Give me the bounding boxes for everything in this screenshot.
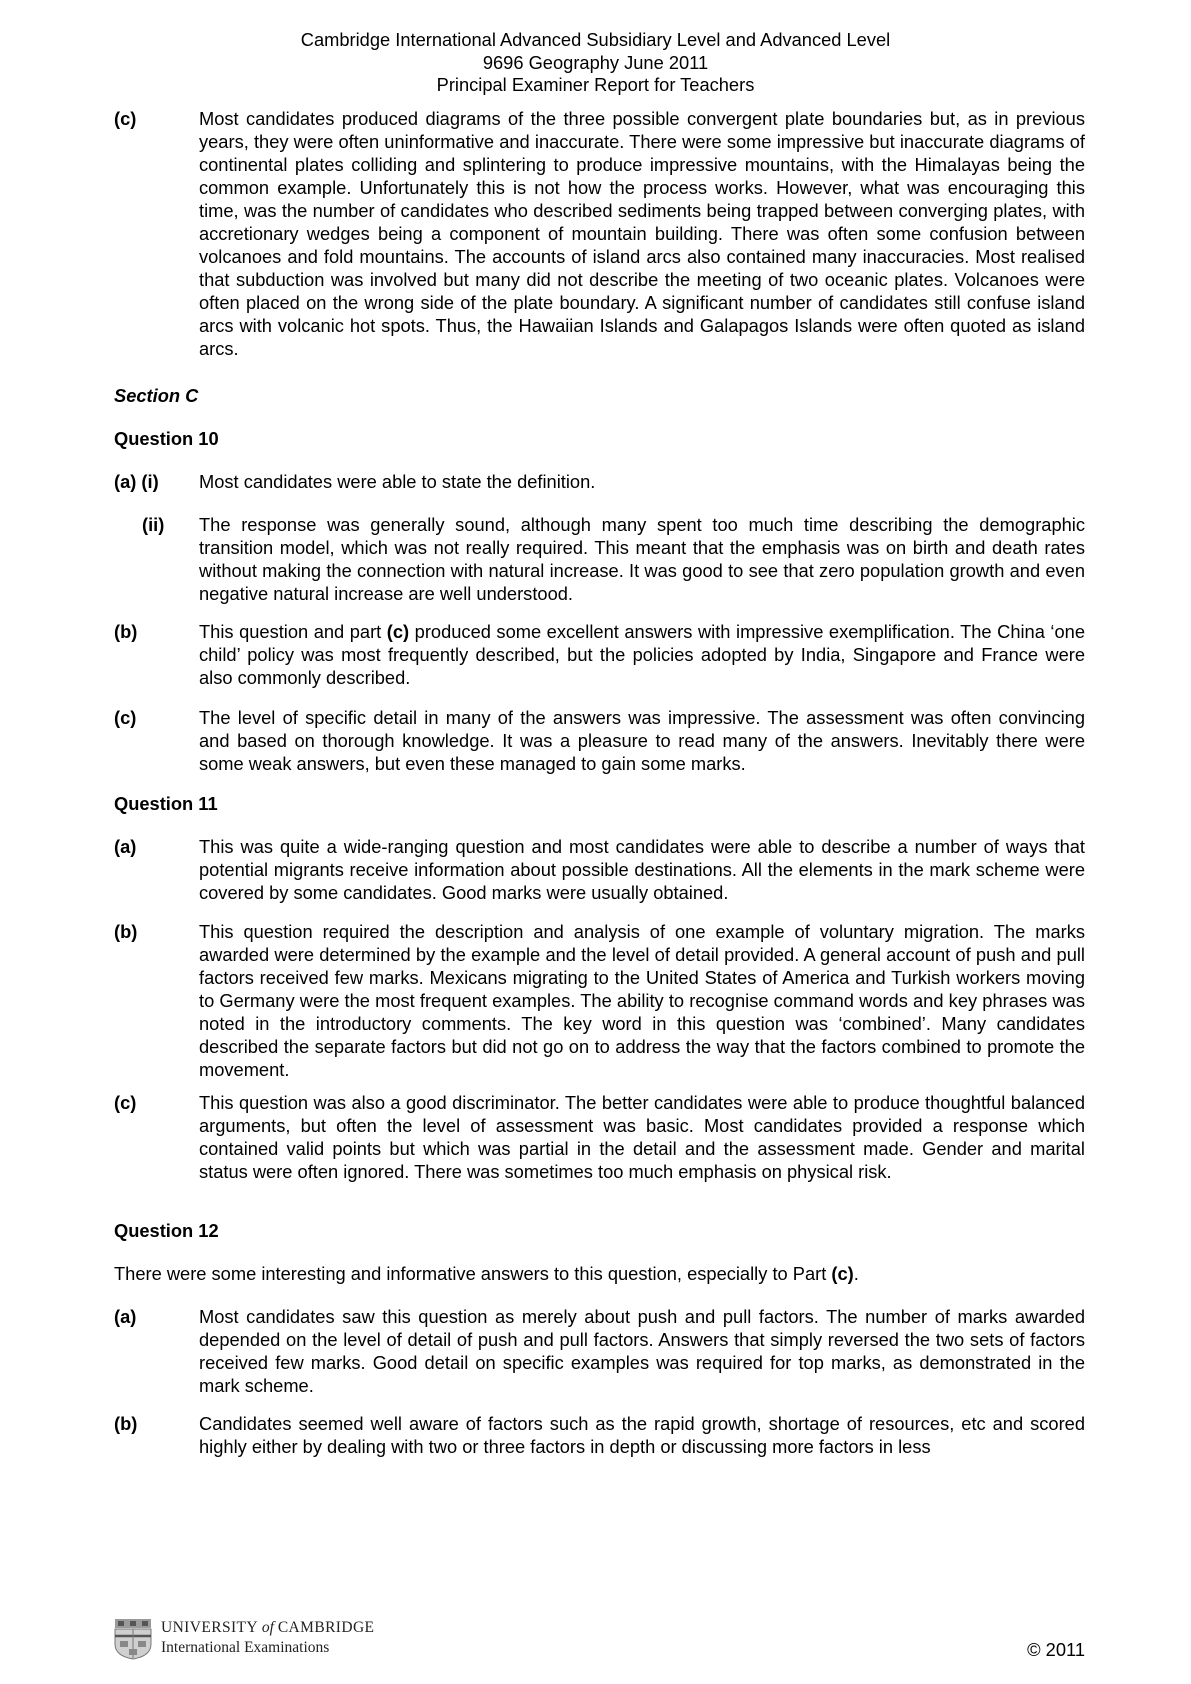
item-text: This was quite a wide-ranging question and most candidates were able to describe a number of ways that potential migrants receive information about possible destinations. All the elements in the mark scheme were covered by some candidates. Good marks were usually obtained. [199, 836, 1085, 903]
question-11-heading: Question 11 [114, 793, 218, 814]
item-text: This question was also a good discriminator. The better candidates were able to produce thoughtful balanced arguments, but often the level of assessment was basic. Most candidates provided a response which contained valid points but which was partial in the detail and the assessment made. Gender and marital status were often ignored. There was sometimes too much emphasis on physical risk. [199, 1092, 1085, 1182]
q12-a [114, 1305, 1085, 1397]
question-10-heading: Question 10 [114, 428, 219, 449]
item-label: (b) [114, 1413, 138, 1434]
university-logo [114, 1618, 394, 1660]
item-label: (c) [114, 1092, 137, 1113]
header-line-2: 9696 Geography June 2011 [482, 51, 709, 73]
q10-a-i [114, 470, 1085, 493]
q10-c [114, 706, 1085, 775]
item-label: (a) [114, 836, 137, 857]
paragraph-intro-c [114, 107, 1085, 360]
item-label: (c) [114, 108, 137, 129]
section-heading: Section C [114, 385, 199, 406]
item-label: (c) [114, 707, 137, 728]
item-text: This question and part (c) produced some excellent answers with impressive exemplification. The China ‘one child’ policy was most frequently described, but the policies adopted by India, Singapore and France were also commonly described. [199, 621, 1085, 688]
item-text: Most candidates saw this question as merely about push and pull factors. The number of marks awarded depended on the level of detail of push and pull factors. Answers that simply reversed the two sets of factors received few marks. Good detail on specific examples was required for top marks, as demonstrated in the mark scheme. [199, 1306, 1085, 1396]
page-header [0, 29, 1191, 97]
item-text: Most candidates were able to state the definition. [199, 471, 596, 492]
q11-b [114, 920, 1085, 1081]
item-text: Candidates seemed well aware of factors such as the rapid growth, shortage of resources, etc and scored highly either by dealing with two or three factors in depth or discussing more factors in less [199, 1413, 1085, 1457]
item-text: This question required the description and analysis of one example of voluntary migration. The marks awarded were determined by the example and the level of detail provided. A general account of push and pull factors received few marks. Mexicans migrating to the United States of America and Turkish workers moving to Germany were the most frequent examples. The ability to recognise command words and key phrases was noted in the introductory comments. The key word in this question was ‘combined’. Many candidates described the separate factors but did not go on to address the way that the factors combined to promote the movement. [199, 921, 1085, 1080]
q10-b [114, 620, 1085, 689]
item-label: (ii) [142, 514, 165, 535]
header-line-1: Cambridge International Advanced Subsidiary Level and Advanced Level [300, 29, 891, 50]
question-12-heading: Question 12 [114, 1220, 219, 1241]
q12-b [114, 1412, 1085, 1458]
item-text: The response was generally sound, although many spent too much time describing the demographic transition model, which was not really required. This meant that the emphasis was on birth and death rates without making the connection with natural increase. It was good to see that zero population growth and even negative natural increase are well understood. [199, 514, 1085, 604]
item-text: Most candidates produced diagrams of the three possible convergent plate boundaries but, as in previous years, they were often uninformative and inaccurate. There were some impressive but inaccurate diagrams of continental plates colliding and splintering to produce impressive mountains, with the Himalayas being the common example. Unfortunately this is not how the process works. However, what was encouraging this time, was the number of candidates who described sediments being trapped between converging plates, with accretionary wedges being a component of mountain building. There was often some confusion between volcanoes and fold mountains. The accounts of island arcs also contained many inaccuracies. Most realised that subduction was involved but many did not describe the meeting of two oceanic plates. Volcanoes were often placed on the wrong side of the plate boundary. A significant number of candidates still confuse island arcs with volcanic hot spots. Thus, the Hawaiian Islands and Galapagos Islands were often quoted as island arcs. [199, 108, 1085, 359]
item-label: (a) (i) [114, 471, 159, 492]
item-label: (b) [114, 621, 138, 642]
q10-a-ii [114, 513, 1085, 605]
q11-a [114, 835, 1085, 904]
q11-c [114, 1091, 1085, 1183]
item-label: (b) [114, 921, 138, 942]
header-line-3: Principal Examiner Report for Teachers [436, 74, 755, 95]
q12-intro: There were some interesting and informative answers to this question, especially to Part (c). [114, 1263, 859, 1284]
logo-text: UNIVERSITY of CAMBRIDGE International Examinations [161, 1619, 375, 1656]
item-label: (a) [114, 1306, 137, 1327]
cambridge-crest-icon [114, 1618, 152, 1660]
copyright: © 2011 [1027, 1639, 1085, 1660]
item-text: The level of specific detail in many of the answers was impressive. The assessment was often convincing and based on thorough knowledge. It was a pleasure to read many of the answers. Inevitably there were some weak answers, but even these managed to gain some marks. [199, 707, 1085, 774]
